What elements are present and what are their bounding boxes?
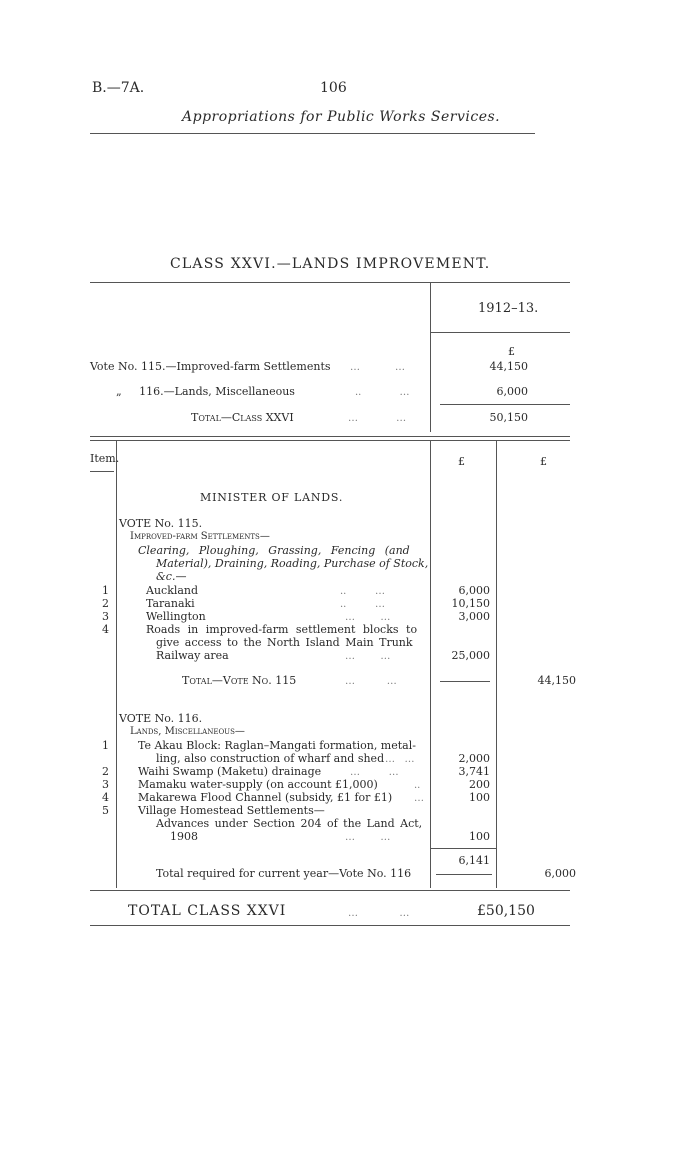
leader-dots: … … <box>345 651 391 662</box>
item-name: Makarewa Flood Channel (subsidy, £1 for £1) <box>138 791 393 804</box>
detail-item-col <box>116 440 117 888</box>
summary-currency: £ <box>508 345 515 358</box>
item-name: Mamaku water-supply (on account £1,000) <box>138 778 378 791</box>
class-title: CLASS XXVI.—LANDS IMPROVEMENT. <box>170 256 491 272</box>
page-number: 106 <box>320 80 347 96</box>
leader-dots: .. … <box>355 387 410 398</box>
item-amount: 3,741 <box>458 765 490 778</box>
detail-amount-col-2 <box>496 440 497 888</box>
grand-total-amount: £50,150 <box>477 903 535 919</box>
item-name: Taranaki <box>146 597 195 610</box>
item-name: Te Akau Block: Raglan–Mangati formation, metal- <box>138 739 416 752</box>
vote-116-subtotal: 6,141 <box>458 854 490 867</box>
vote-116-title: VOTE No. 116. <box>119 712 203 725</box>
page-title: Appropriations for Public Works Services. <box>182 109 501 125</box>
item-amount: 25,000 <box>451 649 490 662</box>
vote-115-desc: Material), Draining, Roading, Purchase of Stock, <box>156 557 429 570</box>
item-name: give access to the North Island Main Trunk <box>156 636 413 649</box>
detail-amount-col-1 <box>430 440 431 888</box>
grand-total-top-rule <box>90 890 570 891</box>
item-amount: 6,000 <box>458 584 490 597</box>
vote-115-total-rule <box>440 681 490 682</box>
item-header: Item. <box>90 452 120 465</box>
leader-dots: … … <box>350 362 405 373</box>
leader-dots: … … <box>345 676 397 687</box>
leader-dots: … … <box>385 754 415 765</box>
leader-dots: .. <box>414 780 421 791</box>
vote-116-total-rule <box>436 874 492 875</box>
vote-116-total-amount: 6,000 <box>544 867 576 880</box>
vote-116-total-label: Total required for current year—Vote No. 116 <box>156 867 412 880</box>
detail-top-rule-2 <box>90 440 570 441</box>
item-number: 2 <box>102 597 109 610</box>
summary-amount-116: 6,000 <box>496 385 528 398</box>
leader-dots: … … <box>345 832 391 843</box>
vote-115-title: VOTE No. 115. <box>119 517 203 530</box>
item-name: Advances under Section 204 of the Land Act, <box>156 817 423 830</box>
grand-total-label: TOTAL CLASS XXVI <box>128 903 287 919</box>
item-name: Railway area <box>156 649 229 662</box>
item-amount: 2,000 <box>458 752 490 765</box>
item-amount: 200 <box>469 778 490 791</box>
summary-row-116: „ 116.—Lands, Miscellaneous <box>116 385 295 398</box>
summary-amount-115: 44,150 <box>489 360 528 373</box>
vote-116-subtitle: Lands, Miscellaneous— <box>130 726 245 737</box>
item-name: Waihi Swamp (Maketu) drainage <box>138 765 322 778</box>
item-amount: 3,000 <box>458 610 490 623</box>
page-ref: B.—7A. <box>92 80 145 96</box>
summary-year-header: 1912–13. <box>478 301 539 316</box>
item-name: ling, also construction of wharf and shed <box>156 752 385 765</box>
item-number: 5 <box>102 804 109 817</box>
leader-dots: … … <box>345 612 391 623</box>
item-number: 2 <box>102 765 109 778</box>
summary-top-rule <box>90 282 570 283</box>
summary-col-divider <box>430 282 431 432</box>
vote-115-subtitle: Improved-farm Settlements— <box>130 531 270 542</box>
item-number: 3 <box>102 610 109 623</box>
leader-dots: … … <box>348 908 410 919</box>
item-amount: 100 <box>469 791 490 804</box>
vote-115-total-amount: 44,150 <box>537 674 576 687</box>
vote-115-desc: Clearing, Ploughing, Grassing, Fencing (and <box>138 544 410 557</box>
minister-heading: MINISTER OF LANDS. <box>200 491 344 504</box>
item-number: 3 <box>102 778 109 791</box>
summary-total-amount: 50,150 <box>489 411 528 424</box>
item-name: Auckland <box>146 584 199 597</box>
detail-currency-2: £ <box>540 455 547 468</box>
summary-total-label: Total—Class XXVI <box>191 411 294 424</box>
item-name: 1908 <box>170 830 198 843</box>
header-rule <box>90 133 535 134</box>
item-amount: 10,150 <box>451 597 490 610</box>
item-name: Village Homestead Settlements— <box>138 804 325 817</box>
item-number: 1 <box>102 584 109 597</box>
leader-dots: … … <box>348 413 407 424</box>
vote-115-desc: &c.— <box>156 570 187 583</box>
leader-dots: .. … <box>340 599 385 610</box>
leader-dots: … <box>414 793 424 804</box>
vote-116-subtotal-rule <box>430 848 496 849</box>
item-number: 4 <box>102 623 109 636</box>
grand-total-bottom-rule <box>90 925 570 926</box>
item-number: 1 <box>102 739 109 752</box>
detail-currency-1: £ <box>458 455 465 468</box>
summary-sum-rule <box>440 404 570 405</box>
detail-top-rule <box>90 436 570 437</box>
vote-115-total-label: Total—Vote No. 115 <box>182 674 297 687</box>
leader-dots: … … <box>350 767 399 778</box>
leader-dots: .. … <box>340 586 385 597</box>
item-name: Roads in improved-farm settlement blocks to <box>146 623 418 636</box>
summary-row-115: Vote No. 115.—Improved-farm Settlements <box>90 360 331 373</box>
item-header-rule <box>90 471 114 472</box>
item-name: Wellington <box>146 610 206 623</box>
item-number: 4 <box>102 791 109 804</box>
summary-year-rule <box>431 332 570 333</box>
item-amount: 100 <box>469 830 490 843</box>
